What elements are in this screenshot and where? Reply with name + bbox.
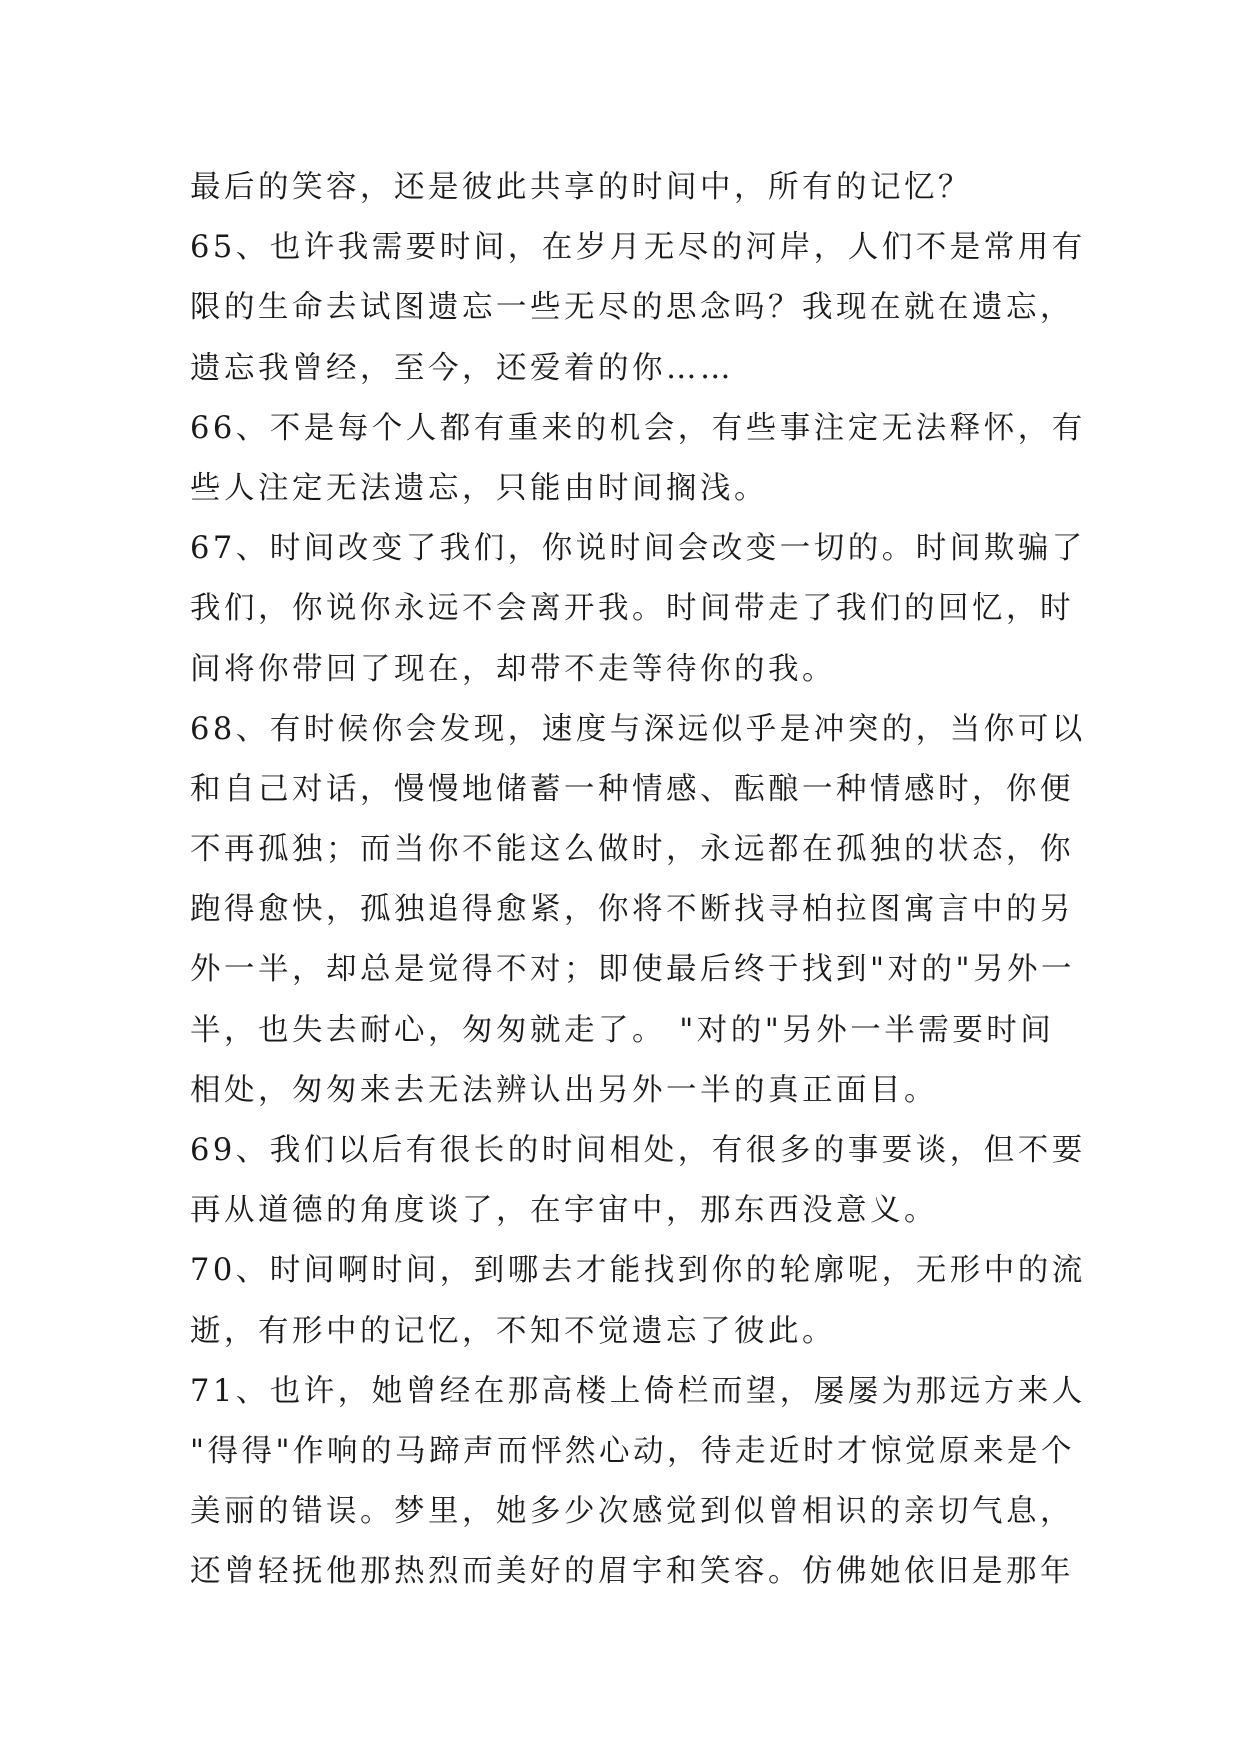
text-line: 67、时间改变了我们，你说时间会改变一切的。时间欺骗了 — [190, 531, 1086, 567]
text-line: 还曾轻抚他那热烈而美好的眉宇和笑容。仿佛她依旧是那年 — [190, 1554, 1074, 1590]
text-line: 65、也许我需要时间，在岁月无尽的河岸，人们不是常用有 — [190, 230, 1086, 266]
text-line: 限的生命去试图遗忘一些无尽的思念吗？我现在就在遗忘， — [190, 290, 1074, 326]
text-line: 70、时间啊时间，到哪去才能找到你的轮廓呢，无形中的流 — [190, 1253, 1086, 1289]
text-line: 半，也失去耐心，匆匆就走了。 "对的"另外一半需要时间 — [190, 1012, 1055, 1048]
text-line: 些人注定无法遗忘，只能由时间搁浅。 — [190, 470, 768, 506]
text-line: 68、有时候你会发现，速度与深远似乎是冲突的，当你可以 — [190, 711, 1086, 747]
text-line: 66、不是每个人都有重来的机会，有些事注定无法释怀，有 — [190, 410, 1086, 446]
text-line: 外一半，却总是觉得不对；即使最后终于找到"对的"另外一 — [190, 952, 1076, 988]
text-line: 间将你带回了现在，却带不走等待你的我。 — [190, 651, 836, 687]
text-line: "得得"作响的马蹄声而怦然心动，待走近时才惊觉原来是个 — [190, 1433, 1076, 1469]
text-line: 美丽的错误。梦里，她多少次感觉到似曾相识的亲切气息， — [190, 1494, 1074, 1530]
text-line: 再从道德的角度谈了，在宇宙中，那东西没意义。 — [190, 1193, 938, 1229]
text-line: 我们，你说你永远不会离开我。时间带走了我们的回忆，时 — [190, 591, 1074, 627]
text-line: 遗忘我曾经，至今，还爱着的你…… — [190, 350, 734, 386]
document-body-text — [190, 158, 1086, 1603]
text-line: 相处，匆匆来去无法辨认出另外一半的真正面目。 — [190, 1072, 938, 1108]
text-line: 和自己对话，慢慢地储蓄一种情感、酝酿一种情感时，你便 — [190, 771, 1074, 807]
text-line: 71、也许，她曾经在那高楼上倚栏而望，屡屡为那远方来人 — [190, 1373, 1086, 1409]
text-line: 69、我们以后有很长的时间相处，有很多的事要谈，但不要 — [190, 1133, 1086, 1168]
text-line: 最后的笑容，还是彼此共享的时间中，所有的记忆？ — [190, 170, 972, 205]
text-line: 逝，有形中的记忆，不知不觉遗忘了彼此。 — [190, 1313, 836, 1349]
text-line: 跑得愈快，孤独追得愈紧，你将不断找寻柏拉图寓言中的另 — [190, 892, 1074, 928]
text-line: 不再孤独；而当你不能这么做时，永远都在孤独的状态，你 — [190, 832, 1074, 868]
